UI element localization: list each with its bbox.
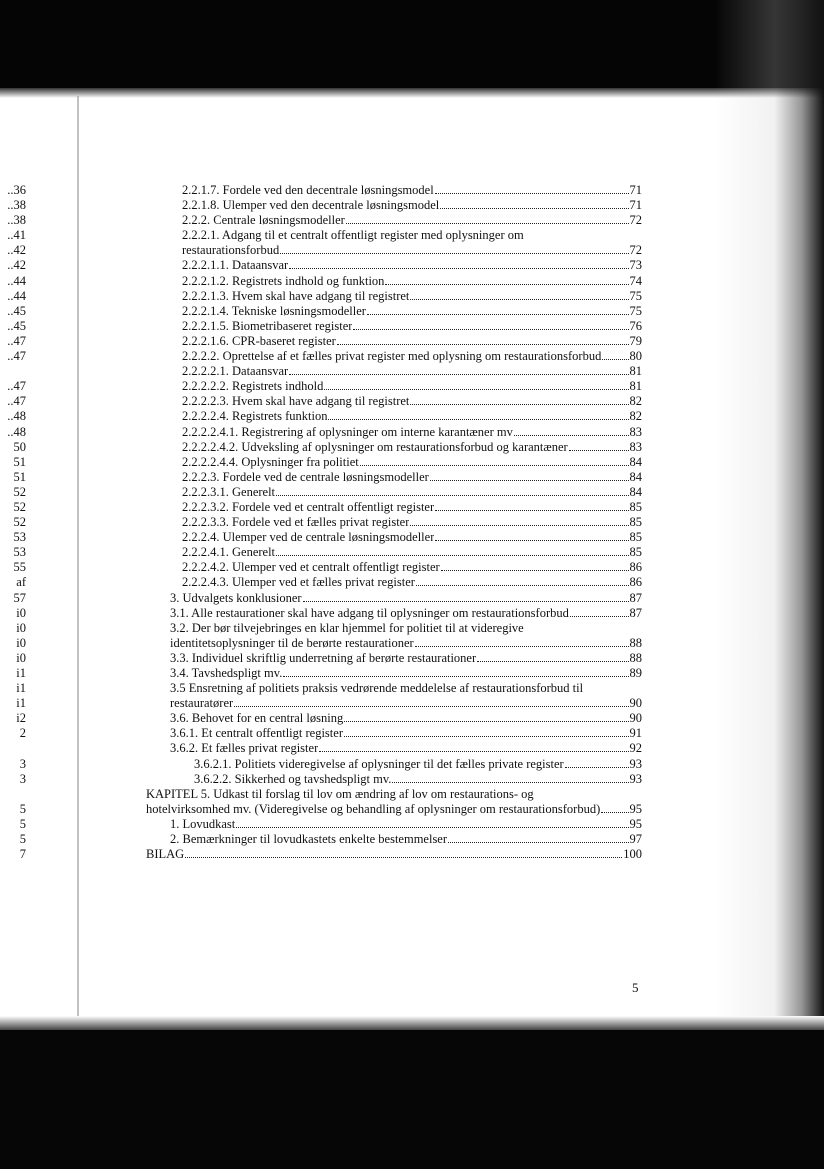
toc-entry-title: 3.4. Tavshedspligt mv. [170, 666, 283, 680]
toc-leader-dots [415, 646, 629, 647]
toc-entry [146, 349, 642, 364]
toc-entry [146, 440, 642, 455]
toc-entry-title: hotelvirksomhed mv. (Videregivelse og behandling af oplysninger om restaurationsforbud) [146, 801, 601, 816]
margin-number: 53 [13, 545, 26, 560]
toc-entry [146, 364, 642, 379]
margin-number: 55 [13, 560, 26, 575]
toc-entry [146, 500, 642, 515]
previous-page-margin [0, 183, 30, 908]
toc-entry [146, 817, 642, 832]
margin-number: ..41 [7, 228, 26, 243]
margin-number: ..44 [7, 288, 26, 303]
toc-entry [146, 757, 642, 772]
toc-leader-dots [569, 450, 629, 451]
toc-entry [146, 802, 642, 817]
toc-entry [146, 545, 642, 560]
toc-entry-title: 2.2.2.1.5. Biometribaseret register [182, 318, 353, 333]
toc-entry-title: 2.2.1.7. Fordele ved den decentrale løsningsmodel [182, 183, 434, 197]
toc-entry-title: 2.2.2.3.3. Fordele ved et fælles privat register [182, 515, 410, 530]
margin-number: i0 [16, 605, 26, 620]
margin-number: ..42 [7, 258, 26, 273]
toc-entry [146, 515, 642, 530]
toc-entry-title: 1. Lovudkast [170, 816, 236, 831]
margin-number: 5 [19, 832, 26, 847]
toc-entry-title: 2.2.1.8. Ulemper ved den decentrale løsningsmodel [182, 198, 440, 213]
toc-entry [146, 304, 642, 319]
toc-leader-dots [324, 389, 628, 390]
toc-entry [146, 787, 642, 802]
toc-leader-dots [367, 314, 629, 315]
toc-entry-page: 86 [629, 575, 642, 590]
toc-entry-page: 81 [629, 364, 642, 379]
toc-leader-dots [440, 208, 628, 209]
margin-number: 3 [19, 771, 26, 786]
toc-entry-title: 2.2.2.2.4.1. Registrering af oplysninger om interne karantæner mv [182, 424, 513, 439]
toc-entry [146, 455, 642, 470]
toc-entry-title: identitetsoplysninger til de berørte restaurationer [170, 635, 414, 650]
margin-number: 57 [13, 590, 26, 605]
toc-entry-title: 2.2.2.3.1. Generelt [182, 484, 276, 499]
toc-leader-dots [234, 706, 628, 707]
toc-entry-title: BILAG [146, 847, 185, 862]
toc-entry-page: 89 [629, 666, 642, 680]
toc-leader-dots [303, 601, 629, 602]
toc-entry-page: 87 [629, 590, 642, 605]
toc-entry-page: 84 [629, 484, 642, 499]
toc-entry [146, 575, 642, 590]
margin-number: ..42 [7, 243, 26, 258]
toc-entry-title: 3.6.2.1. Politiets videregivelse af oplysninger til det fælles private register [194, 756, 564, 771]
margin-number: 5 [19, 801, 26, 816]
toc-entry-title: restaurationsforbud [182, 243, 280, 258]
toc-entry-title: 2.2.2.1.4. Tekniske løsningsmodeller [182, 303, 366, 318]
toc-entry [146, 832, 642, 847]
toc-entry-page: 83 [629, 424, 642, 439]
toc-leader-dots [477, 661, 628, 662]
margin-number: ..47 [7, 333, 26, 348]
toc-entry-title: 2.2.2.2.4. Registrets funktion [182, 409, 328, 424]
toc-leader-dots [328, 419, 628, 420]
toc-leader-dots [353, 329, 628, 330]
toc-leader-dots [344, 721, 628, 722]
margin-number: i1 [16, 696, 26, 711]
toc-entry-title: 2.2.2.4.3. Ulemper ved et fælles privat register [182, 575, 415, 590]
margin-number: i2 [16, 711, 26, 726]
toc-entry-page: 95 [629, 801, 642, 816]
toc-entry [146, 228, 642, 243]
toc-entry-page: 76 [629, 318, 642, 333]
toc-entry-page: 85 [629, 499, 642, 514]
toc-leader-dots [276, 495, 628, 496]
toc-leader-dots [337, 344, 629, 345]
toc-leader-dots [602, 359, 628, 360]
margin-number: 52 [13, 484, 26, 499]
toc-leader-dots [416, 585, 629, 586]
toc-entry-page: 84 [629, 454, 642, 469]
toc-entry [146, 530, 642, 545]
margin-number: ..48 [7, 409, 26, 424]
toc-entry-title: 2. Bemærkninger til lovudkastets enkelte bestemmelser [170, 832, 448, 847]
toc-entry-title: 3.6.2. Et fælles privat register [170, 741, 319, 756]
margin-number: ..36 [7, 183, 26, 197]
toc-leader-dots [565, 767, 629, 768]
toc-entry-page: 92 [629, 741, 642, 756]
toc-leader-dots [276, 555, 628, 556]
toc-entry [146, 772, 642, 787]
toc-entry-page: 83 [629, 439, 642, 454]
toc-entry [146, 198, 642, 213]
toc-entry [146, 741, 642, 756]
toc-entry-page: 86 [629, 560, 642, 575]
toc-entry-title: 2.2.2.2. Oprettelse af et fælles privat register med oplysning om restaurationsforbud [182, 349, 602, 364]
margin-number: 50 [13, 439, 26, 454]
scan-right-shadow [714, 0, 824, 1169]
toc-entry-page: 85 [629, 515, 642, 530]
margin-number: i1 [16, 681, 26, 696]
toc-leader-dots [319, 751, 628, 752]
margin-number: 51 [13, 469, 26, 484]
toc-entry-title: KAPITEL 5. Udkast til forslag til lov om ændring af lov om restaurations- og [146, 786, 534, 801]
margin-number [0, 741, 30, 756]
toc-entry [146, 560, 642, 575]
toc-entry-page: 90 [629, 711, 642, 726]
margin-number: ..44 [7, 273, 26, 288]
toc-entry-page: 75 [629, 288, 642, 303]
toc-entry [146, 379, 642, 394]
toc-entry [146, 591, 642, 606]
scan-top-fade [0, 88, 824, 98]
margin-number: ..47 [7, 379, 26, 394]
toc-leader-dots [236, 827, 628, 828]
toc-entry-page: 72 [629, 243, 642, 258]
toc-entry-page: 79 [629, 333, 642, 348]
toc-leader-dots [385, 284, 628, 285]
toc-entry-page: 91 [629, 726, 642, 741]
toc-entry-page: 71 [629, 183, 642, 197]
toc-entry-title: 3.2. Der bør tilvejebringes en klar hjemmel for politiet til at videregive [170, 620, 524, 635]
margin-number [0, 364, 30, 379]
toc-entry-title: 2.2.2.3.2. Fordele ved et centralt offentligt register [182, 499, 435, 514]
margin-number: 52 [13, 515, 26, 530]
toc-entry [146, 636, 642, 651]
toc-leader-dots [435, 540, 628, 541]
toc-entry [146, 606, 642, 621]
toc-entry [146, 726, 642, 741]
toc-leader-dots [360, 465, 629, 466]
toc-entry-title: 2.2.2.4.1. Generelt [182, 545, 276, 560]
toc-entry [146, 394, 642, 409]
toc-leader-dots [435, 193, 629, 194]
toc-entry-page: 81 [629, 379, 642, 394]
margin-number: ..45 [7, 318, 26, 333]
toc-entry-page: 85 [629, 545, 642, 560]
toc-leader-dots [344, 736, 629, 737]
toc-leader-dots [185, 857, 622, 858]
toc-entry-page: 87 [629, 605, 642, 620]
toc-entry-page: 93 [629, 771, 642, 786]
toc-entry [146, 681, 642, 696]
toc-leader-dots [289, 268, 628, 269]
toc-entry-title: 3.1. Alle restaurationer skal have adgang til oplysninger om restaurationsforbud [170, 605, 569, 620]
toc-entry [146, 711, 642, 726]
toc-leader-dots [430, 480, 629, 481]
margin-number: i1 [16, 666, 26, 680]
toc-entry [146, 621, 642, 636]
toc-leader-dots [283, 676, 628, 677]
toc-entry-title: 3.3. Individuel skriftlig underretning af berørte restaurationer [170, 650, 477, 665]
toc-entry-page: 100 [623, 847, 642, 862]
margin-number: 2 [19, 726, 26, 741]
margin-number: ..47 [7, 349, 26, 364]
toc-entry-title: 3.6. Behovet for en central løsning [170, 711, 344, 726]
toc-entry [146, 289, 642, 304]
margin-number: af [16, 575, 26, 590]
toc-entry-page: 71 [629, 198, 642, 213]
margin-number [0, 787, 30, 802]
toc-leader-dots [435, 510, 628, 511]
toc-leader-dots [346, 223, 629, 224]
toc-leader-dots [514, 435, 629, 436]
margin-number [0, 862, 30, 877]
toc-entry [146, 258, 642, 273]
toc-leader-dots [570, 616, 629, 617]
margin-number: ..47 [7, 394, 26, 409]
toc-leader-dots [392, 782, 628, 783]
scan-top-shadow [0, 0, 824, 88]
toc-entry-title: 3.6.2.2. Sikkerhed og tavshedspligt mv. [194, 771, 392, 786]
toc-leader-dots [410, 299, 628, 300]
margin-number: ..38 [7, 213, 26, 228]
toc-entry-page: 75 [629, 303, 642, 318]
toc-entry-title: 2.2.2.1.6. CPR-baseret register [182, 333, 336, 348]
toc-entry-title: 2.2.2.1.2. Registrets indhold og funktion [182, 273, 385, 288]
toc-entry-title: 2.2.2.1. Adgang til et centralt offentligt register med oplysninger om [182, 228, 524, 243]
margin-number: 7 [19, 847, 26, 862]
margin-number: ..38 [7, 198, 26, 213]
toc-entry-title: 3. Udvalgets konklusioner [170, 590, 302, 605]
toc-entry-page: 88 [629, 635, 642, 650]
margin-number [0, 877, 30, 892]
toc-entry-page: 73 [629, 258, 642, 273]
toc-entry-title: 2.2.2.2.4.4. Oplysninger fra politiet [182, 454, 359, 469]
margin-number: i0 [16, 620, 26, 635]
table-of-contents [146, 183, 642, 862]
toc-leader-dots [441, 570, 629, 571]
toc-entry-page: 84 [629, 469, 642, 484]
margin-number: ..48 [7, 424, 26, 439]
toc-entry-page: 72 [629, 213, 642, 228]
toc-entry [146, 485, 642, 500]
toc-entry-title: 2.2.2. Centrale løsningsmodeller [182, 213, 345, 228]
toc-entry-page: 74 [629, 273, 642, 288]
toc-entry-title: 2.2.2.2.1. Dataansvar [182, 364, 289, 379]
toc-entry-title: 2.2.2.4.2. Ulemper ved et centralt offentligt register [182, 560, 440, 575]
toc-entry [146, 666, 642, 681]
toc-entry-page: 80 [629, 349, 642, 364]
toc-entry-page: 97 [629, 832, 642, 847]
toc-entry-title: restauratører [170, 696, 234, 711]
scan-bottom-shadow [0, 1030, 824, 1169]
toc-entry-title: 2.2.2.2.2. Registrets indhold [182, 379, 324, 394]
toc-entry [146, 651, 642, 666]
margin-number: 51 [13, 454, 26, 469]
scan-bottom-fade [0, 1016, 824, 1030]
toc-entry-title: 3.5 Ensretning af politiets praksis vedrørende meddelelse af restaurationsforbud til [170, 681, 584, 696]
toc-leader-dots [280, 253, 628, 254]
margin-number: i0 [16, 635, 26, 650]
toc-entry-title: 2.2.2.1.1. Dataansvar [182, 258, 289, 273]
toc-leader-dots [601, 812, 628, 813]
margin-number [0, 892, 30, 907]
toc-entry [146, 243, 642, 258]
margin-number: 53 [13, 530, 26, 545]
margin-number: ..45 [7, 303, 26, 318]
toc-entry-title: 2.2.2.2.4.2. Udveksling af oplysninger om restaurationsforbud og karantæner [182, 439, 568, 454]
toc-entry-page: 85 [629, 530, 642, 545]
toc-entry [146, 425, 642, 440]
toc-entry [146, 183, 642, 198]
toc-entry-page: 95 [629, 816, 642, 831]
toc-leader-dots [410, 404, 628, 405]
toc-entry-title: 2.2.2.3. Fordele ved de centrale løsningsmodeller [182, 469, 429, 484]
toc-entry-page: 82 [629, 394, 642, 409]
toc-entry [146, 696, 642, 711]
toc-entry-page: 82 [629, 409, 642, 424]
margin-number: 5 [19, 816, 26, 831]
toc-entry [146, 847, 642, 862]
page-number: 5 [632, 980, 639, 995]
toc-entry [146, 334, 642, 349]
toc-entry [146, 274, 642, 289]
toc-entry-title: 2.2.2.2.3. Hvem skal have adgang til registret [182, 394, 410, 409]
toc-entry [146, 213, 642, 228]
margin-number: 3 [19, 756, 26, 771]
toc-entry-title: 2.2.2.4. Ulemper ved de centrale løsningsmodeller [182, 530, 435, 545]
toc-leader-dots [289, 374, 628, 375]
toc-entry-page: 90 [629, 696, 642, 711]
page-fold-line [77, 96, 79, 1026]
toc-leader-dots [448, 842, 628, 843]
toc-entry [146, 470, 642, 485]
toc-entry-page: 88 [629, 650, 642, 665]
toc-entry-page: 93 [629, 756, 642, 771]
margin-number: i0 [16, 650, 26, 665]
margin-number: 52 [13, 499, 26, 514]
toc-entry-title: 3.6.1. Et centralt offentligt register [170, 726, 343, 741]
toc-entry [146, 409, 642, 424]
toc-entry [146, 319, 642, 334]
toc-entry-title: 2.2.2.1.3. Hvem skal have adgang til registret [182, 288, 410, 303]
toc-leader-dots [410, 525, 628, 526]
